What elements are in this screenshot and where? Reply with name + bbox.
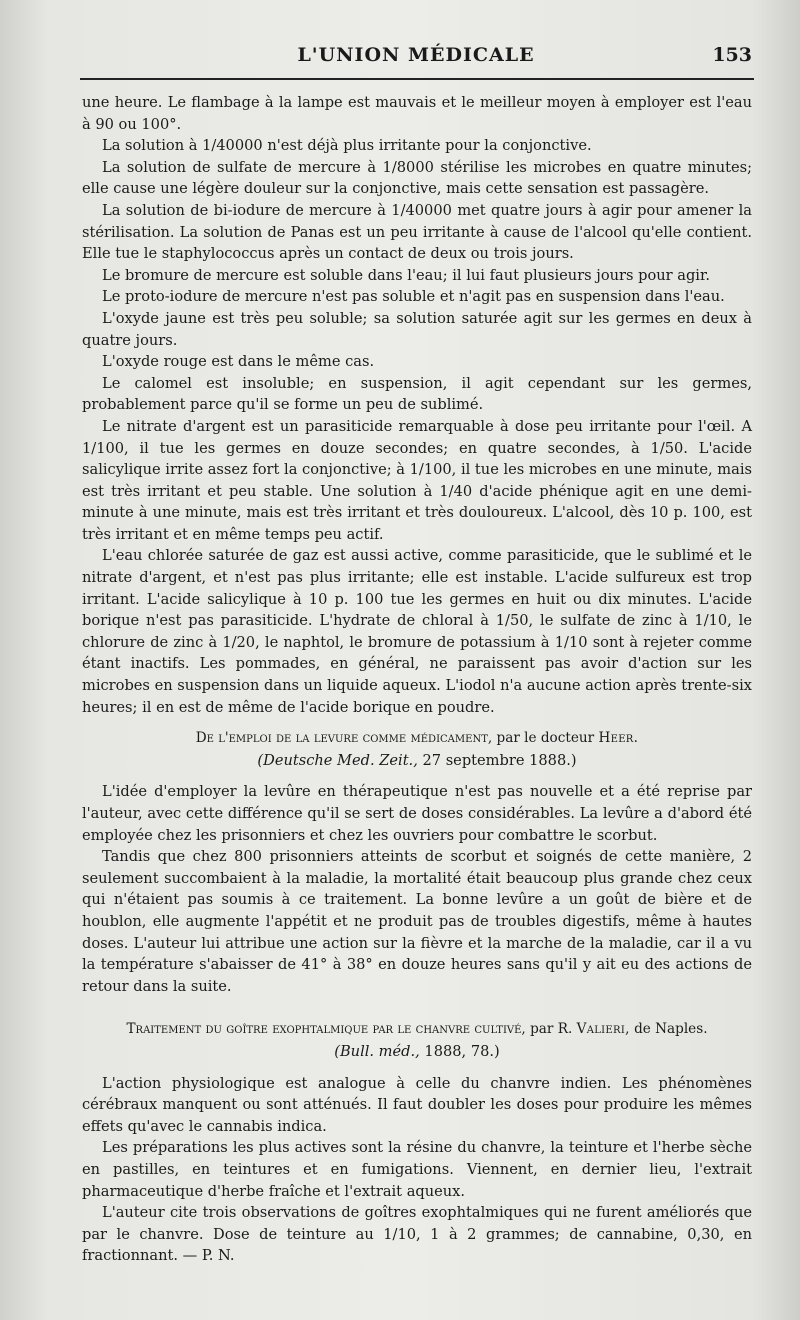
running-head	[80, 44, 752, 74]
paragraph: La solution de bi-iodure de mercure à 1/40000 met quatre jours à agir pour amener la stérilisation. La solution de Panas est un peu irritante à cause de l'alcool qu'elle contient. Elle tue le staphylococcus après un contact de deux ou trois jours.	[82, 201, 752, 263]
article-heading	[82, 728, 752, 750]
paragraph: Le calomel est insoluble; en suspension, il agit cependant sur les germes, probablement parce qu'il se forme un peu de sublimé.	[82, 374, 752, 414]
paragraph: L'idée d'employer la levûre en thérapeutique n'est pas nouvelle et a été reprise par l'auteur, avec cette différence qu'il se sert de doses considérables. La levûre a d'abord été employée chez les prisonniers et chez les ouvriers pour combattre le scorbut.	[82, 783, 752, 844]
source-date: 27 septembre 1888.)	[422, 751, 577, 769]
article-antiseptics	[82, 92, 752, 718]
paragraph: L'oxyde jaune est très peu soluble; sa solution saturée agit sur les germes en deux à quatre jours.	[82, 309, 752, 349]
paragraph: Les préparations les plus actives sont la résine du chanvre, la teinture et l'herbe sèche en pastilles, en teintures et en fumigations. Viennent, en dernier lieu, l'extrait pharmaceutique d'herbe fraîche et l'extrait aqueux.	[82, 1139, 752, 1200]
article-author: Heer.	[598, 730, 639, 747]
article-author: Valieri,	[576, 1021, 630, 1038]
paragraph: L'action physiologique est analogue à celle du chanvre indien. Les phénomènes cérébraux manquent ou sont atténués. Il faut doubler les doses pour produire les mêmes effets qu'avec le cannabis indica.	[82, 1074, 752, 1135]
article-title: Traitement du goître exophtalmique par le chanvre cultivé,	[126, 1021, 526, 1038]
article-place: de Naples.	[634, 1021, 708, 1038]
paragraph-text: L'auteur cite trois observations de goîtres exophtalmiques qui ne furent améliorés que par le chanvre. Dose de teinture au 1/10, 1 à 2 grammes; de cannabine, 0,30, en fractionnant.	[82, 1204, 752, 1265]
article-byline: par le docteur	[496, 730, 595, 747]
paragraph: Le nitrate d'argent est un parasiticide remarquable à dose peu irritante pour l'œil. A 1/100, il tue les germes en douze secondes; en quatre secondes, à 1/50. L'acide salicylique irrite assez fort la conjonctive; à 1/100, il tue les microbes en une minute, mais est très irritant et peu stable. Une solution à 1/40 d'acide phénique agit en une demi-minute à une minute, mais est très irritant et très douloureux. L'alcool, dès 10 p. 100, est très irritant et en même temps peu actif.	[82, 417, 752, 543]
article-source	[82, 1041, 752, 1063]
paragraph: une heure. Le flambage à la lampe est mauvais et le meilleur moyen à employer est l'eau à 90 ou 100°.	[82, 94, 752, 133]
article-hemp	[82, 1019, 752, 1267]
signature: — P. N.	[182, 1247, 235, 1265]
article-heading	[82, 1019, 752, 1041]
paragraph: L'eau chlorée saturée de gaz est aussi active, comme parasiticide, que le sublimé et le nitrate d'argent, et n'est pas plus irritante; elle est instable. L'acide sulfureux est trop irritant. L'acide salicylique à 10 p. 100 tue les germes en huit ou dix minutes. L'acide borique n'est pas parasiticide. L'hydrate de chloral à 1/50, le sulfate de zinc à 1/10, le chlorure de zinc à 1/20, le naphtol, le bromure de potassium à 1/10 sont à rejeter comme étant inactifs. Les pommades, en général, ne paraissent pas avoir d'action sur les microbes en suspension dans un liquide aqueux. L'iodol n'a aucune action après trente-six heures; il en est de même de l'acide borique en poudre.	[82, 547, 752, 716]
paragraph: La solution de sulfate de mercure à 1/8000 stérilise les microbes en quatre minutes; elle cause une légère douleur sur la conjonctive, mais cette sensation est passagère.	[82, 158, 752, 198]
article-byline: par R.	[530, 1021, 573, 1038]
paragraph: L'oxyde rouge est dans le même cas.	[102, 353, 375, 371]
article-yeast	[82, 728, 752, 997]
journal-title: L'UNION MÉDICALE	[297, 44, 535, 66]
paragraph: La solution à 1/40000 n'est déjà plus irritante pour la conjonctive.	[102, 137, 592, 155]
paragraph: Le bromure de mercure est soluble dans l'eau; il lui faut plusieurs jours pour agir.	[102, 266, 710, 284]
page-number: 153	[712, 44, 752, 66]
source-date: 1888, 78.)	[424, 1042, 500, 1060]
section-gap	[82, 997, 752, 1009]
paragraph: Tandis que chez 800 prisonniers atteints de scorbut et soignés de cette manière, 2 seulement succombaient à la maladie, la mortalité était beaucoup plus grande chez ceux qui n'étaient pas soumis à ce traitement. La bonne levûre a un goût de bière et de houblon, elle augmente l'appétit et ne produit pas de troubles digestifs, même à hautes doses. L'auteur lui attribue une action sur la fièvre et la marche de la maladie, car il a vu la température s'abaisser de 41° à 38° en douze heures sans qu'il y ait eu des actions de retour dans la suite.	[82, 848, 752, 995]
article-source	[82, 750, 752, 772]
paragraph	[82, 1202, 752, 1267]
header-rule	[80, 78, 754, 80]
source-journal: (Deutsche Med. Zeit.,	[257, 751, 418, 769]
source-journal: (Bull. méd.,	[334, 1042, 420, 1060]
paragraph: Le proto-iodure de mercure n'est pas soluble et n'agit pas en suspension dans l'eau.	[102, 288, 725, 306]
article-body	[82, 92, 752, 1267]
article-title: De l'emploi de la levure comme médicament,	[195, 730, 493, 747]
